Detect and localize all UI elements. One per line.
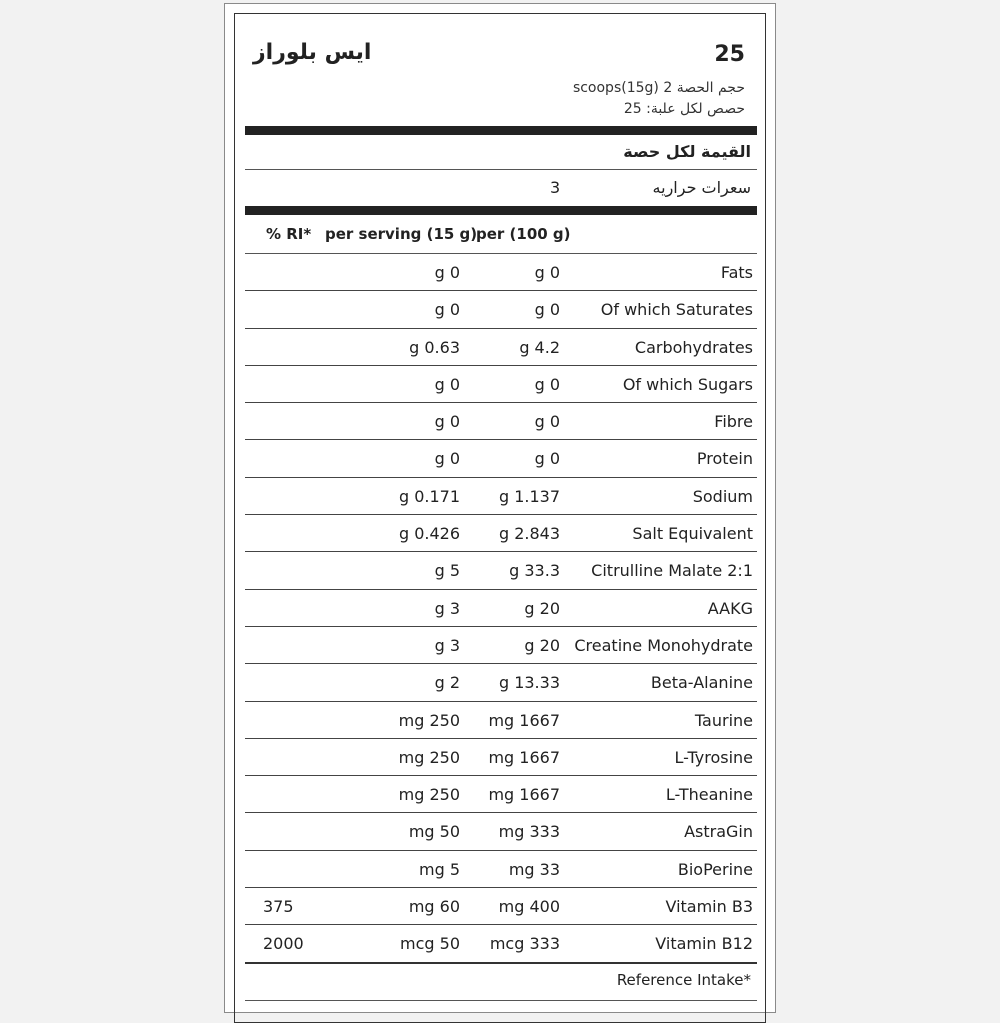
column-header-ri: % RI* <box>266 225 312 243</box>
nutrient-per-serving: mg 5 <box>418 859 460 879</box>
nutrient-ri: 2000 <box>263 934 304 954</box>
table-row <box>245 291 757 328</box>
reference-intake-note: Reference Intake* <box>616 971 751 989</box>
table-row <box>245 925 757 962</box>
table-row <box>245 664 757 701</box>
nutrient-name: Sodium <box>692 486 753 506</box>
table-row <box>245 627 757 664</box>
nutrient-name: Beta-Alanine <box>650 673 753 693</box>
nutrient-per-serving: g 5 <box>434 561 460 581</box>
nutrient-name: AAKG <box>707 598 753 618</box>
label-header <box>245 42 757 72</box>
nutrient-per-100: g 33.3 <box>509 561 560 581</box>
nutrient-per-serving: mcg 50 <box>400 934 460 954</box>
nutrient-per-serving: mg 60 <box>408 897 460 917</box>
nutrient-ri: 375 <box>263 897 294 917</box>
nutrient-per-100: mg 1667 <box>488 747 560 767</box>
nutrient-name: AstraGin <box>684 822 753 842</box>
table-row <box>245 440 757 477</box>
nutrient-name: Of which Saturates <box>600 300 753 320</box>
nutrient-per-100: g 0 <box>534 263 560 282</box>
servings-count: 25 <box>714 42 745 67</box>
nutrient-name: BioPerine <box>677 859 753 879</box>
nutrient-name: Citrulline Malate 2:1 <box>591 561 753 581</box>
column-header-per-100: per (100 g) <box>476 225 571 243</box>
nutrient-name: L-Theanine <box>665 785 753 805</box>
product-name: ايس بلوراز <box>253 40 372 65</box>
nutrient-per-serving: g 3 <box>434 598 460 618</box>
table-row <box>245 329 757 366</box>
calories-value: 3 <box>550 178 561 197</box>
table-row <box>245 851 757 888</box>
table-row <box>245 366 757 403</box>
table-row <box>245 478 757 515</box>
nutrient-per-serving: g 0.63 <box>409 337 460 357</box>
nutrient-table <box>245 254 757 963</box>
nutrient-per-100: g 0 <box>534 374 560 394</box>
nutrient-per-serving: mg 250 <box>398 785 460 805</box>
nutrient-name: Fibre <box>714 412 753 432</box>
table-row <box>245 403 757 440</box>
nutrient-per-serving: mg 250 <box>398 710 460 730</box>
table-row <box>245 552 757 589</box>
calories-label: سعرات حراريه <box>652 178 751 197</box>
nutrition-label-frame <box>234 13 766 1023</box>
table-row <box>245 813 757 850</box>
nutrient-name: Protein <box>696 449 753 469</box>
nutrient-per-100: mg 400 <box>498 897 560 917</box>
nutrient-name: L-Tyrosine <box>674 747 753 767</box>
nutrient-name: Creatine Monohydrate <box>574 635 753 655</box>
nutrient-per-serving: g 0.426 <box>398 524 460 544</box>
nutrient-per-100: g 20 <box>524 598 560 618</box>
column-header-per-serving: per serving (15 g) <box>325 225 478 243</box>
nutrient-name: Fats <box>720 263 753 282</box>
energy-section-title: القيمة لكل حصة <box>623 142 751 161</box>
nutrient-per-100: mg 33 <box>508 859 560 879</box>
nutrient-per-serving: g 0 <box>434 300 460 320</box>
nutrient-per-100: g 0 <box>534 449 560 469</box>
table-row <box>245 776 757 813</box>
table-row <box>245 254 757 291</box>
table-row <box>245 702 757 739</box>
nutrient-per-100: g 2.843 <box>498 524 560 544</box>
energy-divider <box>245 169 757 170</box>
nutrient-per-serving: g 0.171 <box>398 486 460 506</box>
nutrient-per-serving: g 0 <box>434 412 460 432</box>
nutrient-per-100: mcg 333 <box>489 934 560 954</box>
table-row <box>245 590 757 627</box>
table-row <box>245 515 757 552</box>
table-row <box>245 739 757 776</box>
nutrient-per-serving: g 0 <box>434 263 460 282</box>
nutrient-per-100: g 1.137 <box>498 486 560 506</box>
nutrient-per-100: g 4.2 <box>519 337 560 357</box>
nutrient-name: Vitamin B12 <box>655 934 753 954</box>
columns-divider <box>245 206 757 215</box>
footer-divider <box>245 962 757 964</box>
nutrient-name: Vitamin B3 <box>665 897 753 917</box>
nutrient-per-serving: g 3 <box>434 635 460 655</box>
table-row <box>245 888 757 925</box>
servings-per-container: حصص لكل علبة: 25 <box>623 101 745 117</box>
nutrition-label-card <box>224 3 776 1013</box>
nutrient-per-100: g 0 <box>534 300 560 320</box>
nutrient-per-100: g 0 <box>534 412 560 432</box>
nutrient-per-serving: mg 50 <box>408 822 460 842</box>
header-divider <box>245 126 757 135</box>
serving-size: حجم الحصة 2 scoops(15g) <box>572 80 745 96</box>
nutrient-name: Salt Equivalent <box>632 524 753 544</box>
nutrient-per-100: mg 333 <box>498 822 560 842</box>
bottom-divider <box>245 1000 757 1001</box>
nutrient-name: Of which Sugars <box>622 374 753 394</box>
nutrient-per-serving: g 2 <box>434 673 460 693</box>
nutrient-per-serving: g 0 <box>434 449 460 469</box>
nutrient-name: Taurine <box>694 710 753 730</box>
nutrient-per-100: g 13.33 <box>498 673 560 693</box>
nutrient-per-100: mg 1667 <box>488 785 560 805</box>
nutrient-per-100: mg 1667 <box>488 710 560 730</box>
nutrient-name: Carbohydrates <box>634 337 753 357</box>
nutrient-per-serving: mg 250 <box>398 747 460 767</box>
nutrient-per-100: g 20 <box>524 635 560 655</box>
nutrient-per-serving: g 0 <box>434 374 460 394</box>
